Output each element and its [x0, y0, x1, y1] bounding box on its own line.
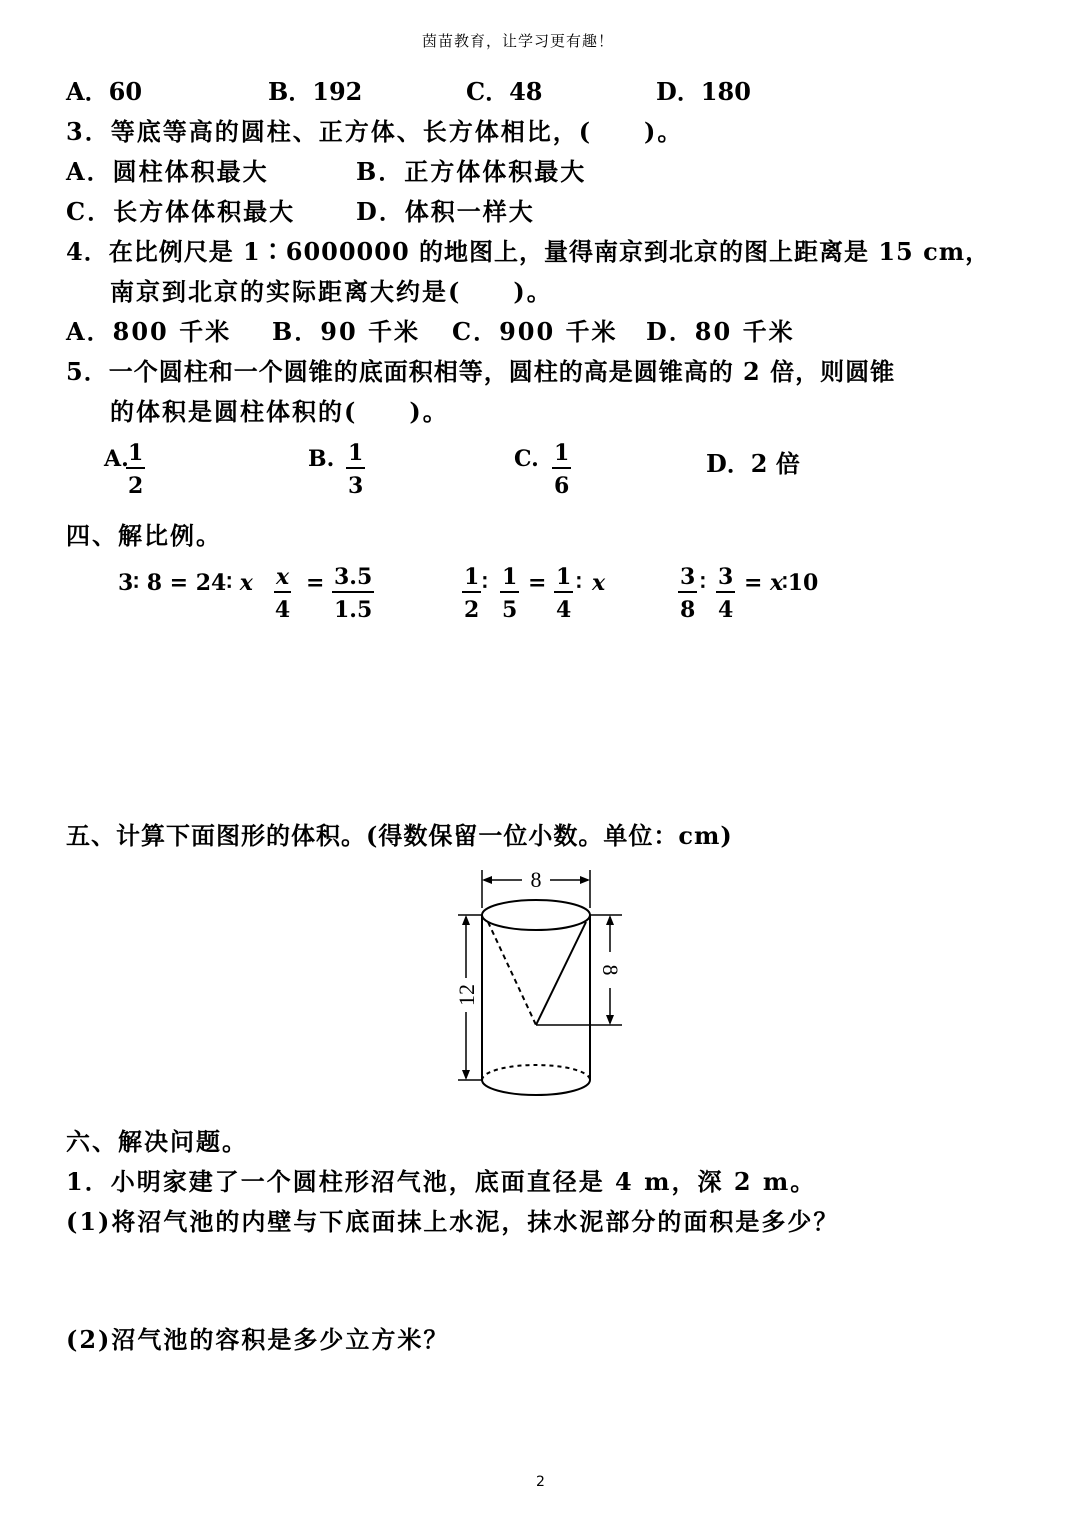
- q5-stem-line2: 的体积是圆柱体积的( )。: [110, 397, 449, 426]
- q5-option-c-fraction: [552, 442, 571, 497]
- height-label: 12: [454, 984, 479, 1006]
- q4-option-d: D．80 千米: [646, 317, 795, 346]
- diameter-label: 8: [530, 867, 542, 892]
- eq3-colon-2: ∶: [576, 570, 582, 596]
- cylinder-bottom-front: [482, 1080, 590, 1095]
- eq3-equals: =: [528, 570, 547, 596]
- q3-option-c: C．长方体体积最大: [66, 197, 296, 226]
- eq3-fraction-2: [500, 566, 519, 621]
- fraction-numerator: 1: [126, 442, 145, 469]
- fraction-denominator: 3: [348, 473, 364, 499]
- q2-option-d: D．180: [656, 77, 751, 106]
- q5-option-b-fraction: [346, 442, 365, 497]
- q2-option-c: C．48: [466, 77, 543, 106]
- q3-option-a: A．圆柱体积最大: [66, 157, 269, 186]
- eq2-fraction-left: [274, 566, 291, 621]
- section6-q1: 1．小明家建了一个圆柱形沼气池，底面直径是 4 m，深 2 m。: [66, 1167, 817, 1196]
- page-header: 茵苗教育，让学习更有趣！: [422, 32, 615, 50]
- fraction-denominator: 2: [128, 473, 144, 499]
- eq2-equals: =: [306, 570, 325, 596]
- fraction-denominator: 4: [556, 597, 572, 623]
- q5-option-d: D．2 倍: [706, 449, 800, 478]
- eq4-variable: x: [770, 570, 784, 596]
- fraction-denominator: 5: [502, 597, 518, 623]
- eq2-fraction-right: [332, 566, 374, 621]
- cone-height-label: 8: [598, 964, 623, 976]
- section6-title: 六、解决问题。: [66, 1127, 248, 1156]
- q3-option-b: B．正方体体积最大: [356, 157, 587, 186]
- eq3-colon-1: ∶: [482, 570, 488, 596]
- fraction-denominator: 2: [464, 597, 480, 623]
- q2-option-a: A．60: [66, 77, 143, 106]
- fraction-numerator: 3: [716, 566, 735, 593]
- fraction-denominator: 1.5: [334, 597, 373, 623]
- eq4-fraction-1: [678, 566, 697, 621]
- q3-option-d: D．体积一样大: [356, 197, 535, 226]
- eq3-fraction-3: [554, 566, 573, 621]
- q2-option-b: B．192: [268, 77, 363, 106]
- q4-option-a: A．800 千米: [66, 317, 232, 346]
- eq4-tail: ∶10: [782, 570, 819, 596]
- fraction-numerator: 3.5: [332, 566, 374, 593]
- fraction-denominator: 4: [274, 597, 291, 623]
- page-number: 2: [536, 1474, 545, 1490]
- q3-stem: 3．等底等高的圆柱、正方体、长方体相比，( )。: [66, 117, 684, 146]
- cylinder-top-ellipse: [482, 900, 590, 930]
- fraction-numerator: 1: [462, 566, 481, 593]
- eq4-colon: ∶: [700, 570, 706, 596]
- fraction-numerator: 1: [552, 442, 571, 469]
- section6-q1-part1: (1)将沼气池的内壁与下底面抹上水泥，抹水泥部分的面积是多少？: [66, 1207, 840, 1236]
- q5-option-a-label: A.: [104, 446, 129, 472]
- q5-option-c-label: C.: [514, 446, 539, 472]
- q4-option-c: C．900 千米: [452, 317, 618, 346]
- cylinder-cone-diagram: [440, 860, 640, 1110]
- fraction-denominator: 6: [554, 473, 570, 499]
- eq1-variable: x: [239, 570, 253, 596]
- fraction-numerator: 1: [346, 442, 365, 469]
- proportion-eq1: [118, 570, 253, 596]
- q5-option-b-label: B.: [308, 446, 335, 472]
- eq1-text: 3∶ 8 = 24∶: [118, 570, 233, 596]
- q5-stem-line1: 5．一个圆柱和一个圆锥的底面积相等，圆柱的高是圆锥高的 2 倍，则圆锥: [66, 357, 896, 386]
- q4-stem-line2: 南京到北京的实际距离大约是( )。: [110, 277, 553, 306]
- fraction-denominator: 8: [680, 597, 696, 623]
- eq4-fraction-2: [716, 566, 735, 621]
- cone-left-edge: [488, 922, 536, 1025]
- q4-option-b: B．90 千米: [272, 317, 421, 346]
- eq4-equals: =: [744, 570, 763, 596]
- eq3-variable: x: [592, 570, 606, 596]
- fraction-numerator: x: [274, 566, 291, 593]
- q4-stem-line1: 4．在比例尺是 1∶6000000 的地图上，量得南京到北京的图上距离是 15 cm，: [66, 237, 991, 266]
- eq3-fraction-1: [462, 566, 481, 621]
- cylinder-bottom-back: [482, 1065, 590, 1080]
- section6-q1-part2: (2)沼气池的容积是多少立方米？: [66, 1325, 450, 1354]
- cone-right-edge: [536, 922, 586, 1025]
- fraction-numerator: 1: [554, 566, 573, 593]
- fraction-numerator: 1: [500, 566, 519, 593]
- fraction-numerator: 3: [678, 566, 697, 593]
- fraction-denominator: 4: [718, 597, 734, 623]
- q5-option-a-fraction: [126, 442, 145, 497]
- section4-title: 四、解比例。: [66, 521, 222, 550]
- section5-title: 五、计算下面图形的体积。(得数保留一位小数。单位：cm): [66, 821, 733, 850]
